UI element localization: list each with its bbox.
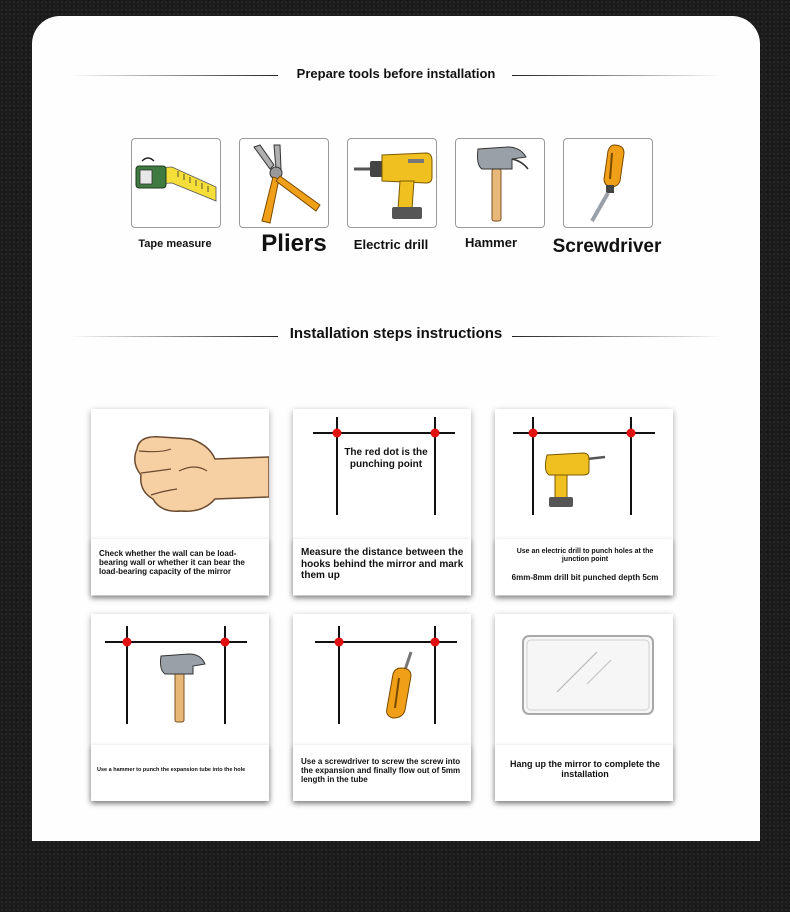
tool-label-electric-drill: Electric drill	[353, 237, 429, 252]
mirror-icon	[495, 614, 673, 740]
tools-section-title: Prepare tools before installation	[296, 66, 496, 81]
step-1-caption: Check whether the wall can be load-bearing wall or whether it can bear the load-bearing capacity of the mirror	[99, 549, 245, 577]
step-card-1	[91, 409, 269, 596]
step-card-4	[91, 614, 269, 801]
step-3-caption-box	[495, 539, 673, 595]
hammer-icon	[456, 139, 544, 227]
tool-label-hammer: Hammer	[464, 235, 518, 250]
step-4-caption: Use a hammer to punch the expansion tube into the hole	[97, 767, 246, 773]
step-6-image	[495, 614, 673, 740]
step-4-image	[91, 614, 269, 740]
step-card-3	[495, 409, 673, 596]
step-6-caption-box	[495, 745, 673, 801]
step-6-caption: Hang up the mirror to complete the installation	[509, 759, 660, 780]
fist-knock-icon	[91, 409, 269, 535]
tool-label-pliers: Pliers	[261, 230, 327, 257]
step-card-2	[293, 409, 471, 596]
step-3-caption: Use an electric drill to punch holes at the junction point	[516, 548, 654, 564]
step-2-caption-box	[293, 539, 471, 595]
screwdriver-icon	[564, 139, 652, 227]
electric-drill-icon	[348, 139, 436, 227]
step-2-overlay-label: The red dot is the punching point	[344, 447, 428, 470]
step-card-6	[495, 614, 673, 801]
screwdriver-grid-icon	[293, 614, 471, 740]
tool-label-tape-measure: Tape measure	[138, 238, 212, 250]
step-card-5	[293, 614, 471, 801]
step-1-image	[91, 409, 269, 535]
tool-label-screwdriver: Screwdriver	[552, 236, 662, 257]
step-2-caption: Measure the distance between the hooks behind the mirror and mark them up	[301, 547, 464, 581]
tool-box-hammer	[455, 138, 545, 228]
drill-grid-icon	[495, 409, 673, 535]
step-4-caption-box	[91, 745, 269, 801]
step-5-caption-box	[293, 745, 471, 801]
measure-grid-icon	[293, 409, 471, 535]
step-3-caption-detail: 6mm-8mm drill bit punched depth 5cm	[511, 573, 659, 582]
step-2-image	[293, 409, 471, 535]
step-3-image	[495, 409, 673, 535]
hammer-grid-icon	[91, 614, 269, 740]
tape-measure-icon	[132, 139, 220, 227]
tool-box-tape-measure	[131, 138, 221, 228]
step-1-caption-box	[91, 539, 269, 595]
step-5-image	[293, 614, 471, 740]
tool-box-electric-drill	[347, 138, 437, 228]
tool-box-screwdriver	[563, 138, 653, 228]
content-panel	[32, 16, 760, 841]
tool-box-pliers	[239, 138, 329, 228]
step-5-caption: Use a screwdriver to screw the screw into the expansion and finally flow out of 5mm length in the tube	[301, 757, 461, 785]
pliers-icon	[240, 139, 328, 227]
steps-section-title: Installation steps instructions	[289, 325, 503, 342]
